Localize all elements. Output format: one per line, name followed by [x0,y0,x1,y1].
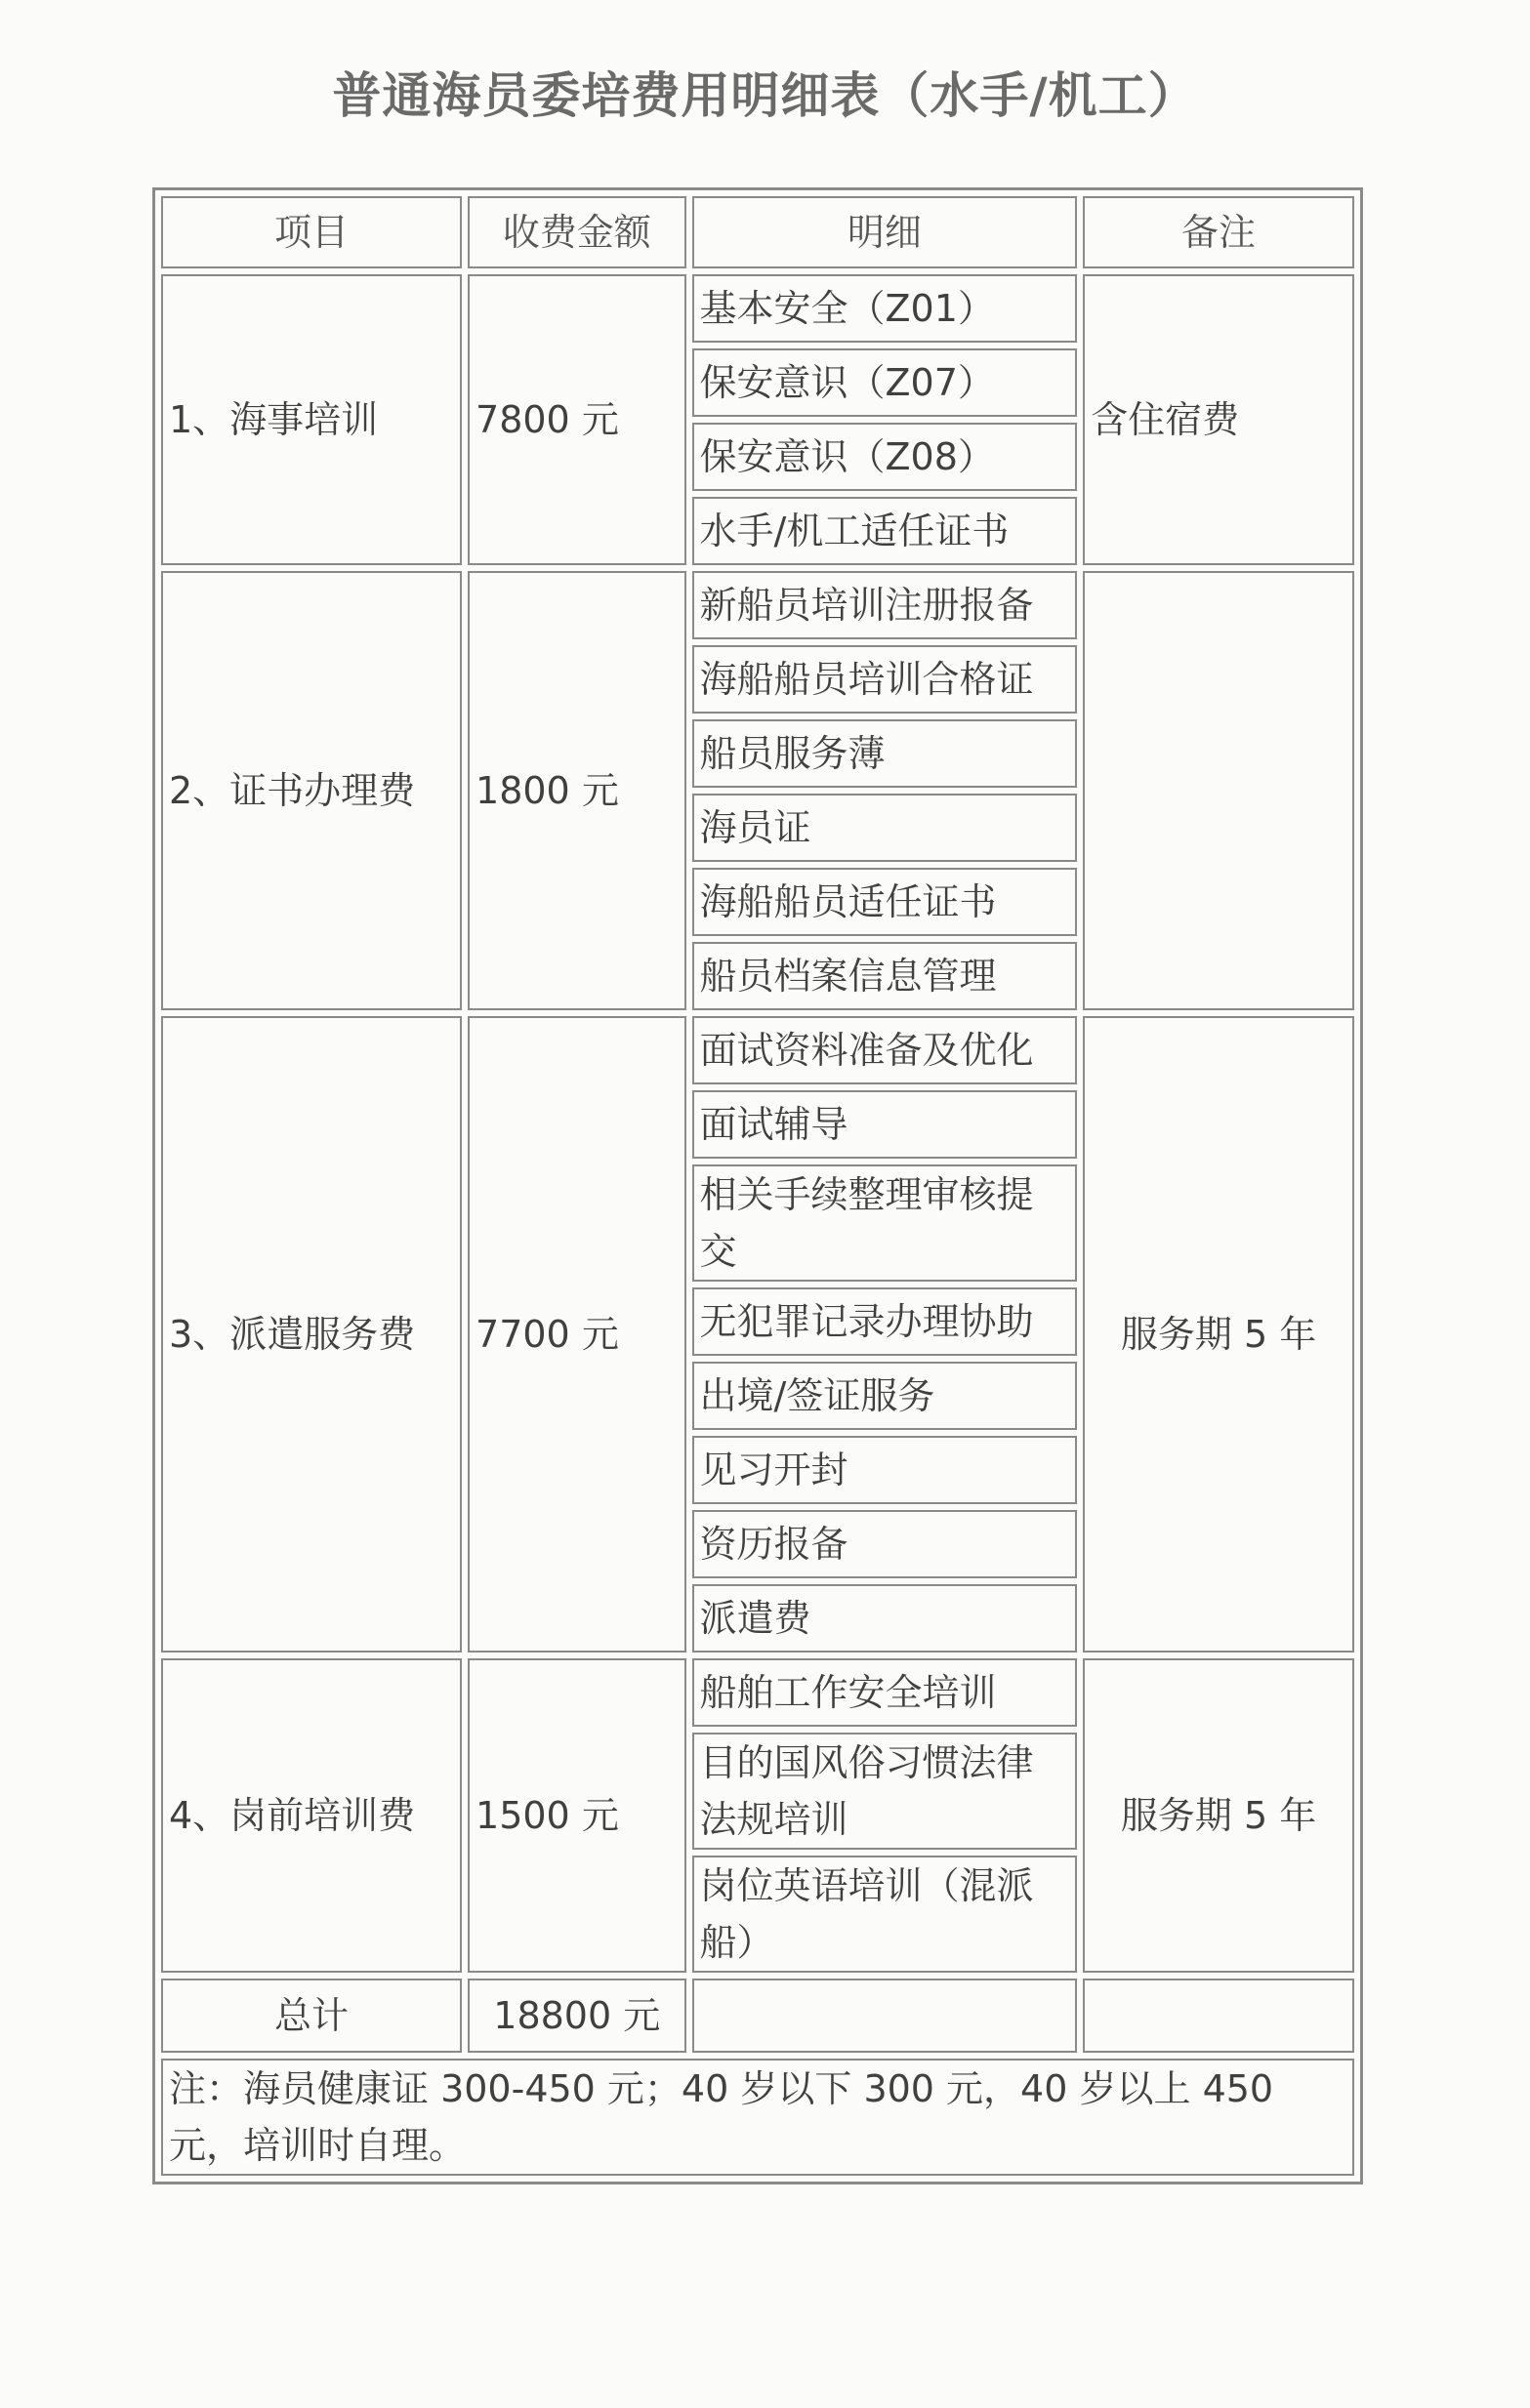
section-remark: 服务期 5 年 [1083,1016,1354,1653]
header-detail: 明细 [692,196,1078,268]
section-detail: 水手/机工适任证书 [692,497,1078,565]
header-row [161,196,1354,268]
section-amount [468,571,685,1010]
section-amount-unit: 元 [581,398,619,441]
table-row [161,274,1354,343]
table-row [161,571,1354,639]
total-remark-empty [1083,1979,1354,2053]
section-amount-value: 1800 [476,769,570,812]
section-remark [1083,571,1354,1010]
section-amount-unit: 元 [581,1313,619,1356]
section-detail: 保安意识（Z08） [692,423,1078,491]
section-detail: 海员证 [692,794,1078,862]
table-row [161,1658,1354,1727]
section-amount [468,1658,685,1973]
section-detail: 船员档案信息管理 [692,942,1078,1010]
note-text: 注：海员健康证 300-450 元；40 岁以下 300 元，40 岁以上 450 元，培训时自理。 [161,2059,1354,2176]
section-amount [468,1016,685,1653]
section-detail: 相关手续整理审核提交 [692,1164,1078,1282]
section-detail: 海船船员适任证书 [692,868,1078,936]
section-detail: 岗位英语培训（混派船） [692,1856,1078,1973]
section-item: 3、派遣服务费 [161,1016,462,1653]
section-amount-value: 1500 [476,1794,570,1837]
section-remark: 含住宿费 [1083,274,1354,565]
section-detail: 船舶工作安全培训 [692,1658,1078,1727]
total-amount [468,1979,685,2053]
fee-body [161,274,1354,1973]
section-detail: 保安意识（Z07） [692,348,1078,417]
section-amount-unit: 元 [581,1794,619,1837]
section-detail: 面试资料准备及优化 [692,1016,1078,1084]
header-remark: 备注 [1083,196,1354,268]
section-detail: 出境/签证服务 [692,1362,1078,1430]
section-remark: 服务期 5 年 [1083,1658,1354,1973]
header-item: 项目 [161,196,462,268]
section-detail: 基本安全（Z01） [692,274,1078,343]
section-detail: 面试辅导 [692,1090,1078,1159]
page-title: 普通海员委培费用明细表（水手/机工） [332,66,1198,124]
section-detail: 见习开封 [692,1436,1078,1504]
section-detail: 船员服务薄 [692,719,1078,788]
total-amount-unit: 元 [623,1994,661,2037]
section-item: 1、海事培训 [161,274,462,565]
total-detail-empty [692,1979,1078,2053]
section-item: 2、证书办理费 [161,571,462,1010]
total-amount-value: 18800 [493,1994,612,2037]
fee-table [152,187,1363,2184]
section-detail: 目的国风俗习惯法律法规培训 [692,1733,1078,1850]
section-amount-value: 7700 [476,1313,570,1356]
section-detail: 无犯罪记录办理协助 [692,1287,1078,1356]
header-amount: 收费金额 [468,196,685,268]
section-detail: 派遣费 [692,1584,1078,1653]
total-row [161,1979,1354,2053]
section-item: 4、岗前培训费 [161,1658,462,1973]
section-amount-value: 7800 [476,398,570,441]
note-row [161,2059,1354,2176]
section-detail: 新船员培训注册报备 [692,571,1078,639]
section-amount-unit: 元 [581,769,619,812]
section-detail: 海船船员培训合格证 [692,645,1078,714]
section-detail: 资历报备 [692,1510,1078,1578]
section-amount [468,274,685,565]
table-row [161,1016,1354,1084]
total-label: 总计 [161,1979,462,2053]
